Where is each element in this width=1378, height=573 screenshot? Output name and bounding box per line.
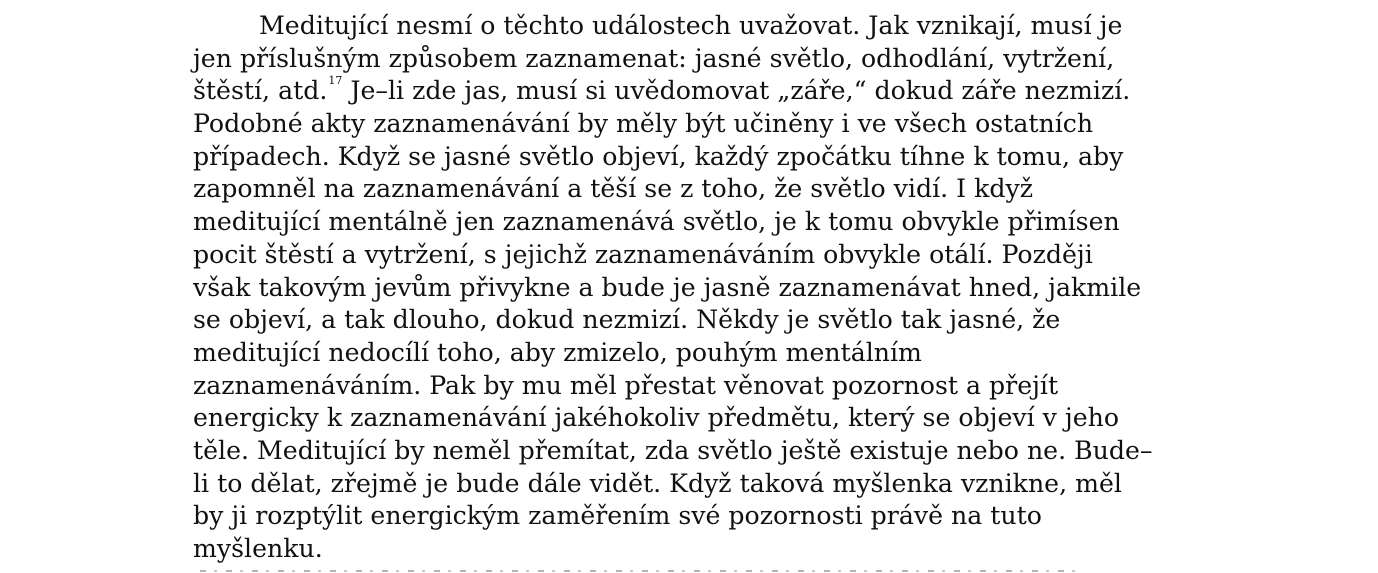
paragraph-line: Meditující nesmí o těchto událostech uvažovat. Jak vznikají, musí je	[259, 11, 1123, 40]
body-paragraph	[193, 10, 1243, 566]
paragraph-line: těle. Meditující by neměl přemítat, zda světlo ještě existuje nebo ne. Bude–	[193, 435, 1153, 465]
cropped-next-line-fragment	[200, 566, 1080, 573]
paragraph-line: se objeví, a tak dlouho, dokud nezmizí. Někdy je světlo tak jasné, že	[193, 305, 1061, 335]
paragraph-line: Podobné akty zaznamenávání by měly být učiněny i ve všech ostatních	[193, 109, 1094, 139]
cropped-text-artifact	[200, 570, 1080, 572]
paragraph-line: meditující nedocílí toho, aby zmizelo, pouhým mentálním	[193, 337, 922, 367]
line-text: Je–li zde jas, musí si uvědomovat „záře,“ dokud záře nezmizí.	[350, 76, 1131, 106]
paragraph-line: zapomněl na zaznamenávání a těší se z toho, že světlo vidí. I když	[193, 174, 1033, 204]
paragraph-line: meditující mentálně jen zaznamenává světlo, je k tomu obvykle přimísen	[193, 207, 1120, 237]
paragraph-line: zaznamenáváním. Pak by mu měl přestat věnovat pozornost a přejít	[193, 370, 1059, 400]
paragraph-line: myšlenku.	[193, 534, 323, 563]
paragraph-line: by ji rozptýlit energickým zaměřením své pozornosti právě na tuto	[193, 501, 1042, 531]
paragraph-line: energicky k zaznamenávání jakéhokoliv předmětu, který se objeví v jeho	[193, 403, 1120, 433]
paragraph-line	[193, 75, 1243, 108]
paragraph-line: však takovým jevům přivykne a bude je jasně zaznamenávat hned, jakmile	[193, 272, 1142, 302]
footnote-reference[interactable]: 17	[328, 74, 343, 88]
paragraph-line: případech. Když se jasné světlo objeví, každý zpočátku tíhne k tomu, aby	[193, 141, 1124, 171]
line-text: štěstí, atd.	[193, 76, 328, 106]
paragraph-line: jen příslušným způsobem zaznamenat: jasné světlo, odhodlání, vytržení,	[193, 43, 1115, 73]
paragraph-line: pocit štěstí a vytržení, s jejichž zaznamenáváním obvykle otálí. Později	[193, 239, 1093, 269]
paragraph-line: li to dělat, zřejmě je bude dále vidět. Když taková myšlenka vznikne, měl	[193, 468, 1122, 498]
